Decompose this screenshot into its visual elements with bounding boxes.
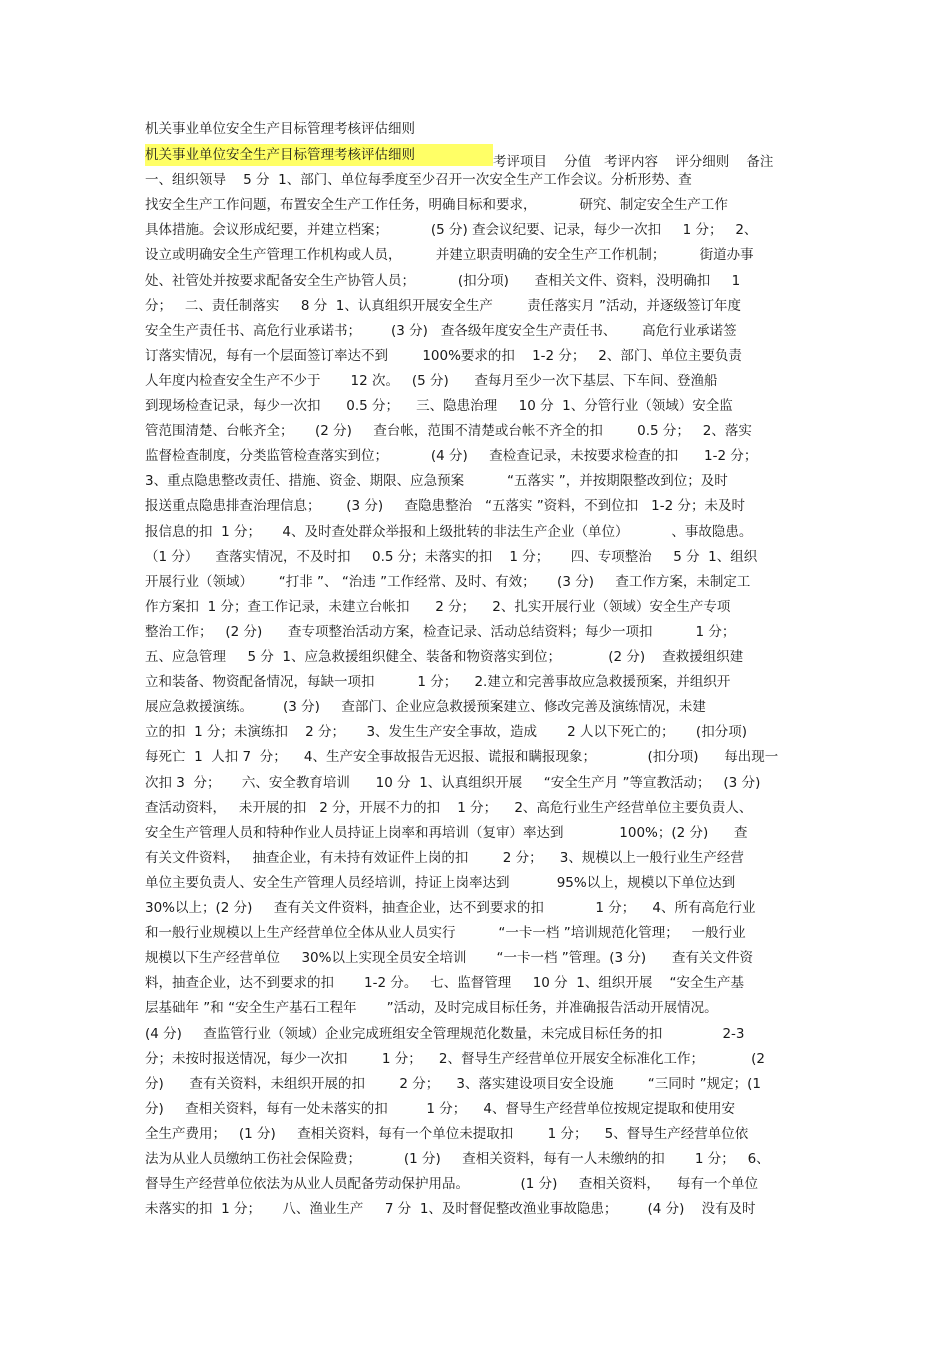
text-line-content: 安全生产责任书、高危行业承诺书； (3 分) 查各级年度安全生产责任书、 高危行业承诺签 bbox=[145, 322, 737, 339]
text-line-content: 3、重点隐患整改责任、措施、资金、期限、应急预案 “五落实 ”，并按期限整改到位；及时 bbox=[145, 473, 728, 490]
text-line bbox=[145, 320, 810, 345]
text-line-content: 30%以上；(2 分) 查有关文件资料，抽查企业，达不到要求的扣 1 分； 4、所有高危行业 bbox=[145, 900, 756, 916]
text-line bbox=[145, 1148, 810, 1173]
text-line bbox=[145, 721, 810, 746]
text-line-content: (4 分) 查监管行业（领域）企业完成班组安全管理规范化数量，未完成目标任务的扣 2-3 bbox=[145, 1025, 745, 1042]
text-line bbox=[145, 1173, 810, 1198]
text-line-content: 查活动资料， 未开展的扣 2 分，开展不力的扣 1 分； 2、高危行业生产经营单位主要负责人、 bbox=[145, 799, 753, 816]
text-line-content: 设立或明确安全生产管理工作机构或人员， 并建立职责明确的安全生产工作机制； 街道办事 bbox=[145, 247, 754, 264]
text-line-content: 层基础年 ”和 “安全生产基石工程年 ”活动，及时完成目标任务，并准确报告活动开展情况。 bbox=[145, 1000, 718, 1017]
text-line bbox=[145, 445, 810, 470]
text-line bbox=[145, 420, 810, 445]
text-line-content: 五、应急管理 5 分 1、应急救援组织健全、装备和物资落实到位； (2 分) 查救援组织建 bbox=[145, 649, 744, 665]
text-line-content: 开展行业（领域） “打非 ”、 “治违 ”工作经常、及时、有效； (3 分) 查工作方案，未制定工 bbox=[145, 573, 751, 590]
text-line bbox=[145, 847, 810, 872]
text-line-content: 展应急救援演练。 (3 分) 查部门、企业应急救援预案建立、修改完善及演练情况，未建 bbox=[145, 699, 706, 716]
text-line bbox=[145, 395, 810, 420]
text-line-content: 人年度内检查安全生产不少于 12 次。 (5 分) 查每月至少一次下基层、下车间、登渔船 bbox=[145, 372, 718, 389]
text-line-content: 料，抽查企业，达不到要求的扣 1-2 分。 七、监督管理 10 分 1、组织开展 “安全生产基 bbox=[145, 975, 745, 992]
text-line bbox=[145, 646, 810, 671]
text-line bbox=[145, 972, 810, 997]
text-line bbox=[145, 1198, 810, 1223]
text-line-content: 全生产费用； (1 分) 查相关资料，每有一个单位未提取扣 1 分； 5、督导生产经营单位依 bbox=[145, 1125, 749, 1142]
text-line bbox=[145, 270, 810, 295]
text-line-content: 作方案扣 1 分；查工作记录，未建立台帐扣 2 分； 2、扎实开展行业（领域）安全生产专项 bbox=[145, 598, 731, 615]
text-line-content: 分) 查有关资料，未组织开展的扣 2 分； 3、落实建设项目安全设施 “三同时 ”规定；(1 bbox=[145, 1075, 761, 1092]
text-line-content: 次扣 3 分； 六、安全教育培训 10 分 1、认真组织开展 “安全生产月 ”等宣教活动； (3 分) bbox=[145, 774, 761, 791]
text-line bbox=[145, 370, 810, 395]
text-line bbox=[145, 596, 810, 621]
text-line bbox=[145, 1123, 810, 1148]
text-line bbox=[145, 571, 810, 596]
text-line-content: 整治工作； (2 分) 查专项整治活动方案，检查记录、活动总结资料；每少一项扣 1 分； bbox=[145, 623, 736, 640]
text-line-content: 监督检查制度，分类监管检查落实到位； (4 分) 查检查记录，未按要求检查的扣 1-2 分； bbox=[145, 448, 758, 465]
text-line bbox=[145, 696, 810, 721]
text-line bbox=[145, 244, 810, 269]
text-line-content: 到现场检查记录，每少一次扣 0.5 分； 三、隐患治理 10 分 1、分管行业（领域）安全监 bbox=[145, 398, 733, 414]
text-line-content: 立的扣 1 分；未演练扣 2 分； 3、发生生产安全事故，造成 2 人以下死亡的； (扣分项) bbox=[145, 724, 747, 741]
highlighted-heading: 机关事业单位安全生产目标管理考核评估细则 bbox=[145, 144, 493, 166]
text-line bbox=[145, 521, 810, 546]
text-line bbox=[145, 295, 810, 320]
text-line bbox=[145, 495, 810, 520]
text-line bbox=[145, 997, 810, 1022]
text-line bbox=[145, 621, 810, 646]
text-line-content: 督导生产经营单位依法为从业人员配备劳动保护用品。 (1 分) 查相关资料， 每有一个单位 bbox=[145, 1176, 759, 1193]
text-line-content: 未落实的扣 1 分； 八、渔业生产 7 分 1、及时督促整改渔业事故隐患； (4 分) 没有及时 bbox=[145, 1201, 756, 1218]
text-line bbox=[145, 546, 810, 571]
text-line bbox=[145, 772, 810, 797]
text-line bbox=[145, 746, 810, 771]
text-line-content: 处、社管处并按要求配备安全生产协管人员； (扣分项) 查相关文件、资料，没明确扣 1 bbox=[145, 272, 741, 289]
text-line bbox=[145, 219, 810, 244]
document-title: 机关事业单位安全生产目标管理考核评估细则 bbox=[145, 121, 415, 137]
text-line-content: 报信息的扣 1 分； 4、及时查处群众举报和上级批转的非法生产企业（单位） 、事故隐患。 bbox=[145, 523, 753, 540]
text-line bbox=[145, 671, 810, 696]
text-line-content: 分) 查相关资料，每有一处未落实的扣 1 分； 4、督导生产经营单位按规定提取和使用安 bbox=[145, 1100, 735, 1117]
text-line-content: 法为从业人员缴纳工伤社会保险费； (1 分) 查相关资料，每有一人未缴纳的扣 1 分； 6、 bbox=[145, 1151, 770, 1167]
text-line bbox=[145, 897, 810, 922]
text-line-content: 分；未按时报送情况，每少一次扣 1 分； 2、督导生产经营单位开展安全标准化工作； (2 bbox=[145, 1050, 766, 1067]
text-line-content: 分； 二、责任制落实 8 分 1、认真组织开展安全生产 责任落实月 ”活动，并逐级签订年度 bbox=[145, 297, 741, 314]
text-line bbox=[145, 797, 810, 822]
text-line bbox=[145, 345, 810, 370]
text-line-content: 每死亡 1 人扣 7 分； 4、生产安全事故报告无迟报、谎报和瞒报现象； (扣分项) 每出现一 bbox=[145, 749, 779, 766]
text-line-content: 和一般行业规模以上生产经营单位全体从业人员实行 “一卡一档 ”培训规范化管理； 一般行业 bbox=[145, 925, 746, 942]
text-line-content: （1 分） 查落实情况，不及时扣 0.5 分；未落实的扣 1 分； 四、专项整治 5 分 1、组织 bbox=[145, 548, 758, 565]
text-line-content: 有关文件资料， 抽查企业，有未持有效证件上岗的扣 2 分； 3、规模以上一般行业生产经营 bbox=[145, 849, 744, 866]
text-line-content: 一、组织领导 5 分 1、部门、单位每季度至少召开一次安全生产工作会议。分析形势、查 bbox=[145, 172, 692, 189]
text-line bbox=[145, 1073, 810, 1098]
text-line-content: 报送重点隐患排查治理信息； (3 分) 查隐患整治 “五落实 ”资料，不到位扣 1-2 分；未及时 bbox=[145, 498, 745, 515]
text-line bbox=[145, 822, 810, 847]
text-line-content: 找安全生产工作问题，布置安全生产工作任务，明确目标和要求， 研究、制定安全生产工作 bbox=[145, 197, 728, 214]
text-line bbox=[145, 947, 810, 972]
text-line bbox=[145, 144, 810, 169]
text-line-content: 安全生产管理人员和特种作业人员持证上岗率和再培训（复审）率达到 100%；(2 分) 查 bbox=[145, 824, 748, 841]
text-line-content: 订落实情况，每有一个层面签订率达不到 100%要求的扣 1-2 分； 2、部门、单位主要负责 bbox=[145, 347, 742, 364]
text-line bbox=[145, 470, 810, 495]
text-line bbox=[145, 1023, 810, 1048]
text-line-content: 单位主要负责人、安全生产管理人员经培训，持证上岗率达到 95%以上，规模以下单位达到 bbox=[145, 874, 736, 891]
text-line bbox=[145, 169, 810, 194]
text-line-content: 考评项目 分值 考评内容 评分细则 备注 bbox=[493, 154, 774, 169]
text-line bbox=[145, 922, 810, 947]
text-line bbox=[145, 872, 810, 897]
text-line-content: 立和装备、物资配备情况，每缺一项扣 1 分； 2.建立和完善事故应急救援预案，并组织开 bbox=[145, 674, 731, 691]
text-line-content: 管范围清楚、台帐齐全； (2 分) 查台帐，范围不清楚或台帐不齐全的扣 0.5 分； 2、落实 bbox=[145, 423, 752, 440]
text-line bbox=[145, 1098, 810, 1123]
text-line bbox=[145, 194, 810, 219]
text-line-content: 规模以下生产经营单位 30%以上实现全员安全培训 “一卡一档 ”管理。(3 分) 查有关文件资 bbox=[145, 950, 753, 967]
text-line bbox=[145, 1048, 810, 1073]
text-line-content: 具体措施。会议形成纪要，并建立档案； (5 分) 查会议纪要、记录，每少一次扣 1 分； 2、 bbox=[145, 222, 758, 239]
